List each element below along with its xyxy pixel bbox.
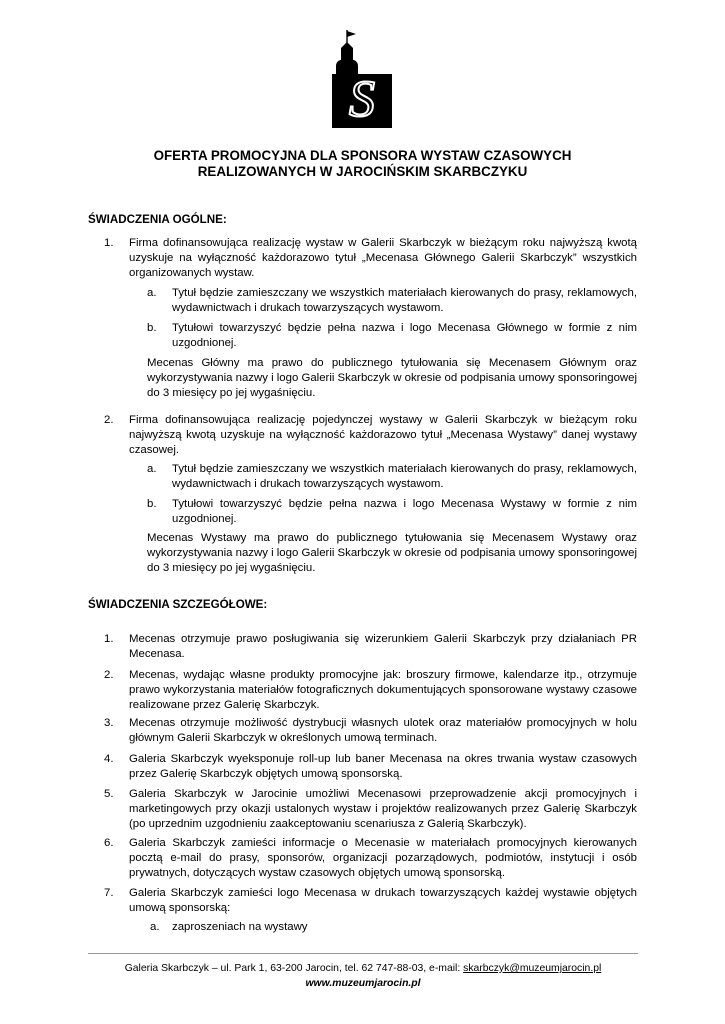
- sublist-label: b.: [147, 322, 157, 334]
- document-title: [90, 148, 635, 180]
- sublist-item-text: Tytułowi towarzyszyć będzie pełna nazwa i logo Mecenasa Wystawy w formie z nim uzgodnionej.: [172, 498, 637, 525]
- list-item-text: Galeria Skarbczyk w Jarocinie umożliwi Mecenasowi przeprowadzenie akcji promocyjnych i marketingowych przy okazji ustalonych wystaw i projektów realizowanych przez Galerię Skarbczyk (po uprzednim uzgodnieniu zaakceptowaniu scenariusza z Galerią Skarbczyk).: [129, 788, 637, 830]
- sublist-label: b.: [147, 498, 157, 510]
- sublist-item-text: Tytuł będzie zamieszczany we wszystkich materiałach kierowanych do prasy, reklamowych, wydawnictwach i drukach towarzyszących wystawom.: [172, 463, 637, 490]
- list-item-text: Galeria Skarbczyk wyeksponuje roll-up lub baner Mecenasa na okres trwania wystaw czasowych przez Galerię Skarbczyk objętych umową sponsorską.: [129, 753, 637, 780]
- list-number: 5.: [104, 788, 114, 800]
- sublist-item-text: Tytuł będzie zamieszczany we wszystkich materiałach kierowanych do prasy, reklamowych, wydawnictwach i drukach towarzyszących wystawom.: [172, 287, 637, 314]
- footer-address-text: Galeria Skarbczyk – ul. Park 1, 63-200 Jarocin, tel. 62 747-88-03, e-mail:: [124, 963, 464, 974]
- footer-website-link[interactable]: www.muzeumjarocin.pl: [305, 978, 421, 989]
- footer-divider: [88, 953, 638, 954]
- list-item-text: Galeria Skarbczyk zamieści informacje o Mecenasie w materiałach promocyjnych kierowanych pocztą e-mail do prasy, sponsorów, organizacji pozarządowych, podmiotów, instytucji i osób prywatnych, dotyczących wystaw czasowych objętych umową sponsorską.: [129, 837, 637, 879]
- list-number: 2.: [104, 669, 114, 681]
- sublist-label: a.: [150, 921, 160, 933]
- list-number: 4.: [104, 753, 114, 765]
- note-paragraph: Mecenas Główny ma prawo do publicznego tytułowania się Mecenasem Głównym oraz wykorzystywania nazwy i logo Galerii Skarbczyk w okresie od podpisania umowy sponsoringowej do 3 miesięcy po jej wygaśnięciu.: [147, 357, 638, 399]
- list-item-text: Firma dofinansowująca realizację wystaw w Galerii Skarbczyk w bieżącym roku najwyższą kwotą uzyskuje na wyłączność każdorazowo tytuł „Mecenasa Głównego Galerii Skarbczyk” wszystkich organizowanych wystaw.: [129, 237, 637, 279]
- title-line-1: OFERTA PROMOCYJNA DLA SPONSORA WYSTAW CZASOWYCH: [153, 148, 572, 163]
- list-number: 1.: [104, 237, 114, 249]
- list-item-text: Mecenas otrzymuje prawo posługiwania się wizerunkiem Galerii Skarbczyk przy działaniach PR Mecenasa.: [129, 633, 637, 660]
- footer-address: [88, 962, 638, 976]
- section-heading-detailed: ŚWIADCZENIA SZCZEGÓŁOWE:: [88, 598, 268, 611]
- list-number: 7.: [104, 887, 114, 899]
- list-item-text: Mecenas otrzymuje możliwość dystrybucji własnych ulotek oraz materiałów promocyjnych w holu głównym Galerii Skarbczyk w określonych umową terminach.: [129, 717, 637, 744]
- sublist-label: a.: [147, 287, 157, 299]
- sublist-item-text: Tytułowi towarzyszyć będzie pełna nazwa i logo Mecenasa Głównego w formie z nim uzgodnionej.: [172, 322, 637, 349]
- list-number: 3.: [104, 717, 114, 729]
- list-number: 6.: [104, 837, 114, 849]
- svg-text:S: S: [349, 71, 375, 128]
- list-item-text: Firma dofinansowująca realizację pojedynczej wystawy w Galerii Skarbczyk w bieżącym roku najwyższą kwotą uzyskuje na wyłączność każdorazowo tytuł „Mecenasa Wystawy” danej wystawy czasowej.: [129, 414, 637, 456]
- sublist-label: a.: [147, 463, 157, 475]
- skarbczyk-logo: [330, 30, 392, 128]
- list-number: 1.: [104, 633, 114, 645]
- title-line-2: REALIZOWANYCH W JAROCIŃSKIM SKARBCZYKU: [197, 164, 528, 179]
- footer-email-link[interactable]: skarbczyk@muzeumjarocin.pl: [463, 963, 602, 974]
- list-number: 2.: [104, 414, 114, 426]
- note-paragraph: Mecenas Wystawy ma prawo do publicznego tytułowania się Mecenasem Wystawy oraz wykorzystywania nazwy i logo Galerii Skarbczyk w okresie od podpisania umowy sponsoringowej do 3 miesięcy po jej wygaśnięciu.: [147, 532, 638, 574]
- list-item-text: Mecenas, wydając własne produkty promocyjne jak: broszury firmowe, kalendarze itp., otrzymuje prawo wykorzystania materiałów fotograficznych dokumentujących sponsorowane wystawy czasowe realizowane przez Galerię Skarbczyk.: [129, 669, 637, 711]
- section-heading-general: ŚWIADCZENIA OGÓLNE:: [88, 213, 227, 226]
- sublist-item-text: zaproszeniach na wystawy: [172, 921, 308, 933]
- list-item-text: Galeria Skarbczyk zamieści logo Mecenasa w drukach towarzyszących każdej wystawie objętych umową sponsorską:: [129, 887, 637, 914]
